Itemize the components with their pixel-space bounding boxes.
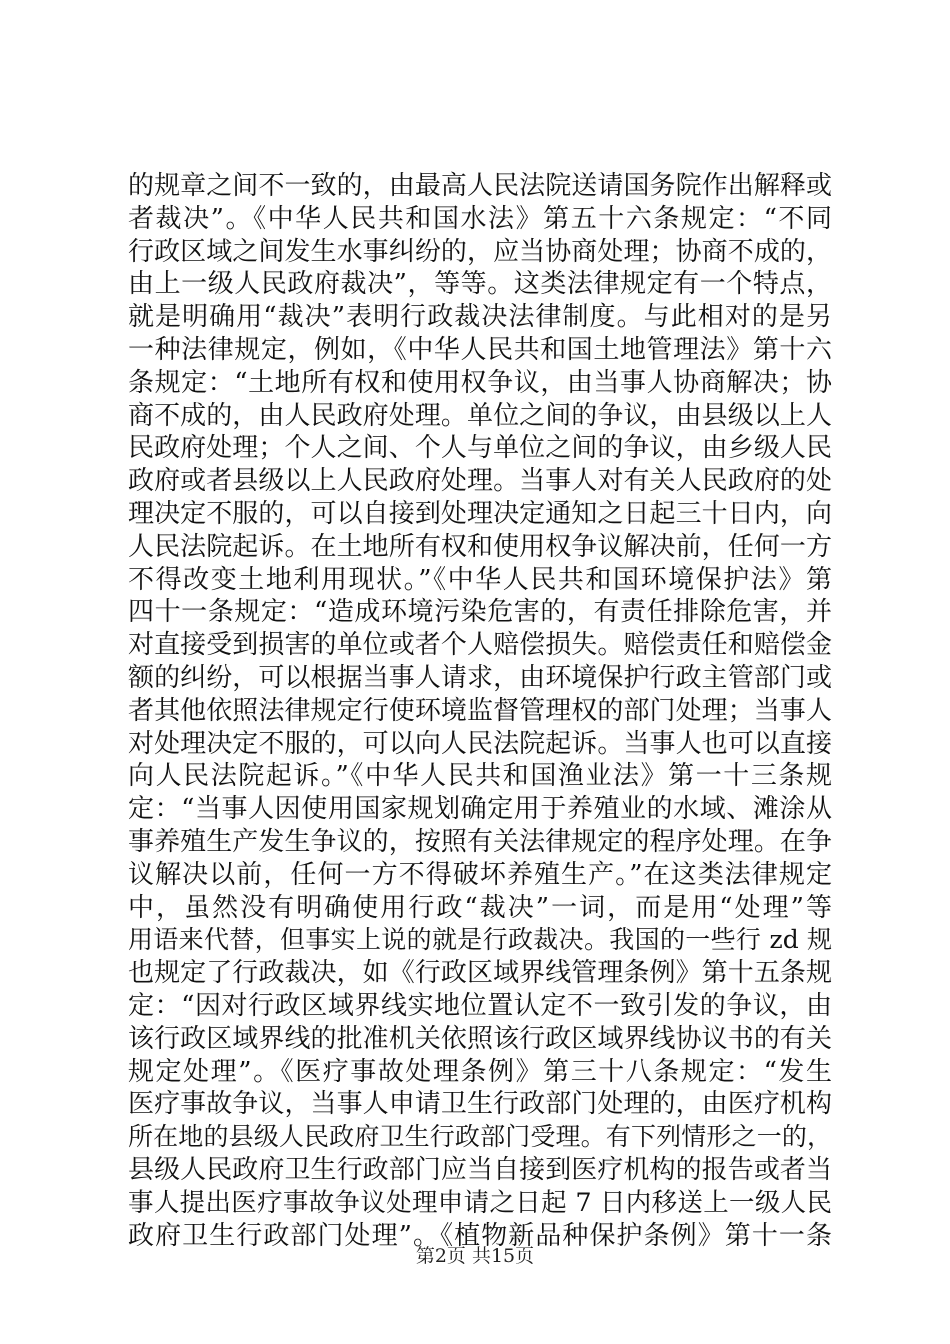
text-line: 就是明确用“裁决”表明行政裁决法律制度。与此相对的是另: [128, 302, 832, 333]
text-line: 的规章之间不一致的，由最高人民法院送请国务院作出解释或: [128, 171, 832, 201]
body-text: [128, 170, 832, 1252]
text-line: 四十一条规定：“造成环境污染危害的，有责任排除危害，并: [128, 597, 832, 628]
text-line: 民政府处理；个人之间、个人与单位之间的争议，由乡级人民: [128, 433, 832, 464]
text-line: 用语来代替，但事实上说的就是行政裁决。我国的一些行 zd 规: [128, 925, 832, 955]
text-line: 条规定：“土地所有权和使用权争议，由当事人协商解决；协: [128, 367, 832, 398]
text-line: 对处理决定不服的，可以向人民法院起诉。当事人也可以直接: [128, 728, 832, 759]
text-line: 者其他依照法律规定行使环境监督管理权的部门处理；当事人: [128, 695, 832, 726]
text-line: 县级人民政府卫生行政部门应当自接到医疗机构的报告或者当: [128, 1154, 832, 1185]
text-line: 商不成的，由人民政府处理。单位之间的争议，由县级以上人: [128, 400, 832, 431]
text-line: 由上一级人民政府裁决”，等等。这类法律规定有一个特点，: [128, 269, 832, 300]
text-line: 规定处理”。《医疗事故处理条例》第三十八条规定：“发生: [128, 1056, 832, 1087]
text-line: 事养殖生产发生争议的，按照有关法律规定的程序处理。在争: [128, 826, 832, 857]
text-line: 也规定了行政裁决，如《行政区域界线管理条例》第十五条规: [128, 958, 832, 989]
text-line: 者裁决”。《中华人民共和国水法》第五十六条规定：“不同: [128, 203, 832, 234]
text-line: 医疗事故争议，当事人申请卫生行政部门处理的，由医疗机构: [128, 1089, 832, 1120]
text-line: 定：“因对行政区域界线实地位置认定不一致引发的争议，由: [128, 990, 832, 1021]
text-line: 政府卫生行政部门处理”。《植物新品种保护条例》第十一条: [128, 1220, 832, 1251]
text-line: 额的纠纷，可以根据当事人请求，由环境保护行政主管部门或: [128, 662, 832, 693]
text-line: 所在地的县级人民政府卫生行政部门受理。有下列情形之一的，: [128, 1122, 832, 1152]
text-line: 不得改变土地利用现状。”《中华人民共和国环境保护法》第: [128, 564, 832, 595]
text-line: 人民法院起诉。在土地所有权和使用权争议解决前，任何一方: [128, 531, 832, 562]
page-footer: 第2页 共15页: [415, 1245, 535, 1267]
text-line: 该行政区域界线的批准机关依照该行政区域界线协议书的有关: [128, 1023, 832, 1054]
text-line: 议解决以前，任何一方不得破坏养殖生产。”在这类法律规定: [128, 859, 832, 890]
text-line: 对直接受到损害的单位或者个人赔偿损失。赔偿责任和赔偿金: [128, 630, 832, 661]
text-line: 理决定不服的，可以自接到处理决定通知之日起三十日内，向: [128, 498, 832, 529]
text-line: 事人提出医疗事故争议处理申请之日起 7 日内移送上一级人民: [128, 1187, 832, 1218]
text-line: 行政区域之间发生水事纠纷的，应当协商处理；协商不成的，: [128, 236, 832, 267]
text-line: 向人民法院起诉。”《中华人民共和国渔业法》第一十三条规: [128, 761, 832, 792]
text-line: 一种法律规定，例如，《中华人民共和国土地管理法》第十六: [128, 334, 832, 365]
text-line: 定：“当事人因使用国家规划确定用于养殖业的水域、滩涂从: [128, 794, 832, 825]
text-line: 政府或者县级以上人民政府处理。当事人对有关人民政府的处: [128, 466, 832, 497]
text-line: 中，虽然没有明确使用行政“裁决”一词，而是用“处理”等: [128, 892, 832, 923]
